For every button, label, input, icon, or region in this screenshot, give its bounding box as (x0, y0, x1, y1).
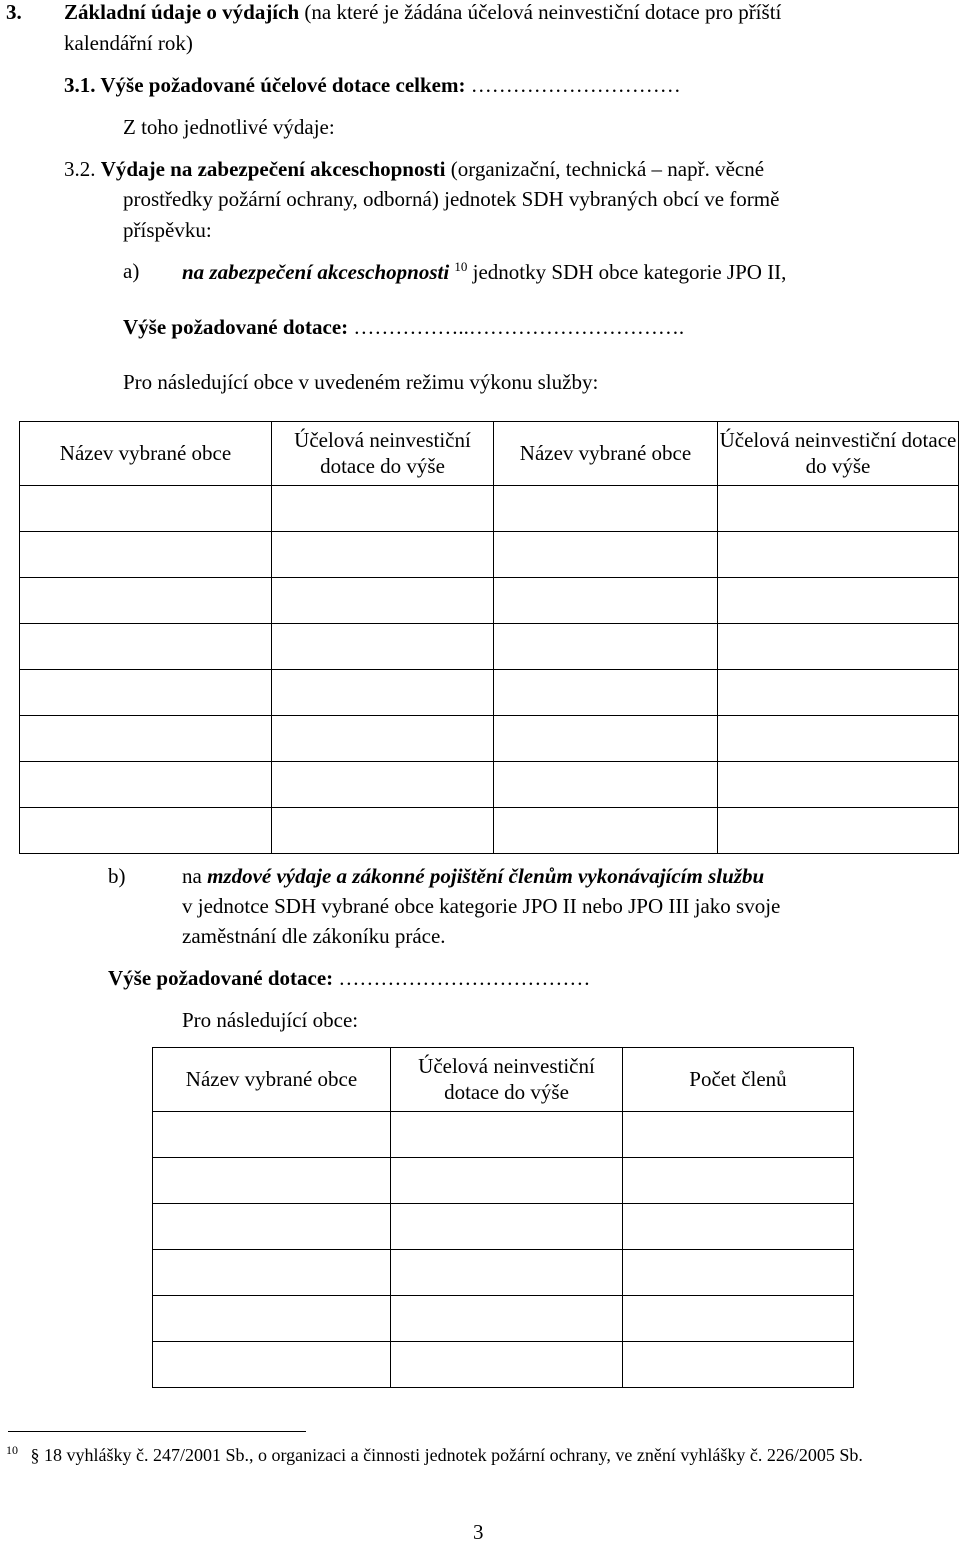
table-cell[interactable] (623, 1296, 854, 1342)
item-b-bold-italic: mzdové výdaje a zákonné pojištění členům vykonávajícím službu (207, 864, 765, 888)
table-b-header: Účelová neinvestiční dotace do výše (391, 1048, 623, 1112)
section-title-rest: (na které je žádána účelová neinvestiční dotace pro příští (304, 0, 782, 24)
table-cell[interactable] (718, 762, 959, 808)
total-subsidy-line (64, 73, 681, 98)
table-a-header: Název vybrané obce (494, 422, 718, 486)
table-a-header: Účelová neinvestiční dotace do výše (718, 422, 959, 486)
expenses-line3: příspěvku: (123, 218, 212, 242)
table-row (20, 486, 959, 532)
table-cell[interactable] (20, 624, 272, 670)
table-cell[interactable] (623, 1342, 854, 1388)
footnote-text: 18 vyhlášky č. 247/2001 Sb., o organizaci a činnosti jednotek požární ochrany, ve znění vyhlášky č. 226/2005 Sb. (44, 1445, 863, 1465)
table-a-header: Název vybrané obce (20, 422, 272, 486)
table-cell[interactable] (272, 670, 494, 716)
table-cell[interactable] (20, 716, 272, 762)
table-row (153, 1158, 854, 1204)
section-title-line2: kalendářní rok) (64, 31, 193, 55)
table-cell[interactable] (153, 1296, 391, 1342)
item-a-rest: jednotky SDH obce kategorie JPO II, (472, 260, 787, 284)
table-cell[interactable] (153, 1204, 391, 1250)
table-cell[interactable] (272, 624, 494, 670)
table-cell[interactable] (494, 578, 718, 624)
table-row (153, 1296, 854, 1342)
table-cell[interactable] (272, 762, 494, 808)
table-row (20, 716, 959, 762)
table-cell[interactable] (623, 1250, 854, 1296)
total-subsidy-dots: ………………………… (470, 73, 681, 97)
footnote-marker: 10 (6, 1443, 18, 1457)
table-cell[interactable] (718, 624, 959, 670)
table-row (20, 532, 959, 578)
footnote (6, 1443, 863, 1467)
footnote-rule (8, 1431, 306, 1432)
item-a-marker: a) (123, 259, 140, 283)
item-b-text (182, 864, 764, 889)
section-title (64, 0, 781, 25)
section-title-bold: Základní údaje o výdajích (64, 0, 300, 24)
table-cell[interactable] (20, 762, 272, 808)
item-b-line2: v jednotce SDH vybrané obce kategorie JPO II nebo JPO III jako svoje (182, 894, 781, 918)
table-b (152, 1047, 854, 1388)
table-cell[interactable] (20, 486, 272, 532)
table-row (20, 762, 959, 808)
table-cell[interactable] (391, 1342, 623, 1388)
expenses-bold: Výdaje na zabezpečení akceschopnosti (100, 157, 446, 181)
table-row (153, 1342, 854, 1388)
table-cell[interactable] (718, 808, 959, 854)
footnote-ref: 10 (454, 259, 468, 274)
table-cell[interactable] (153, 1112, 391, 1158)
expenses-heading (64, 157, 764, 182)
table-cell[interactable] (391, 1158, 623, 1204)
table-cell[interactable] (494, 716, 718, 762)
table-a-header-row (20, 422, 959, 486)
item-a-bold-italic: na zabezpečení akceschopnosti (182, 260, 450, 284)
table-cell[interactable] (623, 1112, 854, 1158)
table-cell[interactable] (718, 532, 959, 578)
table-cell[interactable] (272, 808, 494, 854)
table-cell[interactable] (391, 1296, 623, 1342)
table-a (19, 421, 959, 854)
table-row (153, 1112, 854, 1158)
table-cell[interactable] (153, 1342, 391, 1388)
table-b-header-row (153, 1048, 854, 1112)
table-cell[interactable] (494, 486, 718, 532)
item-a-text (182, 259, 786, 285)
table-cell[interactable] (20, 578, 272, 624)
table-b-header: Počet členů (623, 1048, 854, 1112)
table-cell[interactable] (494, 670, 718, 716)
table-cell[interactable] (494, 808, 718, 854)
page-number: 3 (473, 1520, 484, 1544)
table-cell[interactable] (718, 716, 959, 762)
table-row (20, 808, 959, 854)
item-b-amount-line (108, 966, 590, 991)
item-b-marker: b) (108, 864, 126, 888)
table-cell[interactable] (391, 1112, 623, 1158)
table-cell[interactable] (494, 624, 718, 670)
expenses-number: 3.2. (64, 157, 96, 181)
table-cell[interactable] (20, 532, 272, 578)
table-row (20, 578, 959, 624)
item-a-intro: Pro následující obce v uvedeném režimu výkonu služby: (123, 370, 599, 394)
total-subsidy-label: 3.1. Výše požadované účelové dotace celkem: (64, 73, 466, 97)
table-cell[interactable] (272, 716, 494, 762)
table-cell[interactable] (623, 1158, 854, 1204)
item-b-intro: Pro následující obce: (182, 1008, 359, 1032)
table-row (20, 670, 959, 716)
item-a-amount-line (123, 315, 684, 340)
table-cell[interactable] (272, 578, 494, 624)
table-cell[interactable] (391, 1204, 623, 1250)
item-a-amount-dots: ……………..…………………………. (353, 315, 685, 339)
item-b-amount-label: Výše požadované dotace: (108, 966, 334, 990)
table-cell[interactable] (20, 670, 272, 716)
expenses-rest: (organizační, technická – např. věcné (450, 157, 765, 181)
table-cell[interactable] (391, 1250, 623, 1296)
table-cell[interactable] (718, 670, 959, 716)
table-cell[interactable] (20, 808, 272, 854)
table-cell[interactable] (272, 532, 494, 578)
expenses-line2: prostředky požární ochrany, odborná) jednotek SDH vybraných obcí ve formě (123, 187, 780, 211)
table-a-header: Účelová neinvestiční dotace do výše (272, 422, 494, 486)
table-cell[interactable] (153, 1250, 391, 1296)
table-cell[interactable] (623, 1204, 854, 1250)
table-row (153, 1204, 854, 1250)
section-number: 3. (6, 0, 22, 24)
table-cell[interactable] (153, 1158, 391, 1204)
table-cell[interactable] (718, 578, 959, 624)
table-row (153, 1250, 854, 1296)
item-a-amount-label: Výše požadované dotace: (123, 315, 349, 339)
section-symbol: § (30, 1445, 40, 1465)
table-cell[interactable] (494, 532, 718, 578)
table-b-header: Název vybrané obce (153, 1048, 391, 1112)
table-cell[interactable] (718, 486, 959, 532)
individual-expenses-label: Z toho jednotlivé výdaje: (123, 115, 335, 139)
item-b-line3: zaměstnání dle zákoníku práce. (182, 924, 446, 948)
item-b-prefix: na (182, 864, 202, 888)
table-row (20, 624, 959, 670)
table-cell[interactable] (272, 486, 494, 532)
item-b-amount-dots: ……………………………… (338, 966, 591, 990)
table-cell[interactable] (494, 762, 718, 808)
